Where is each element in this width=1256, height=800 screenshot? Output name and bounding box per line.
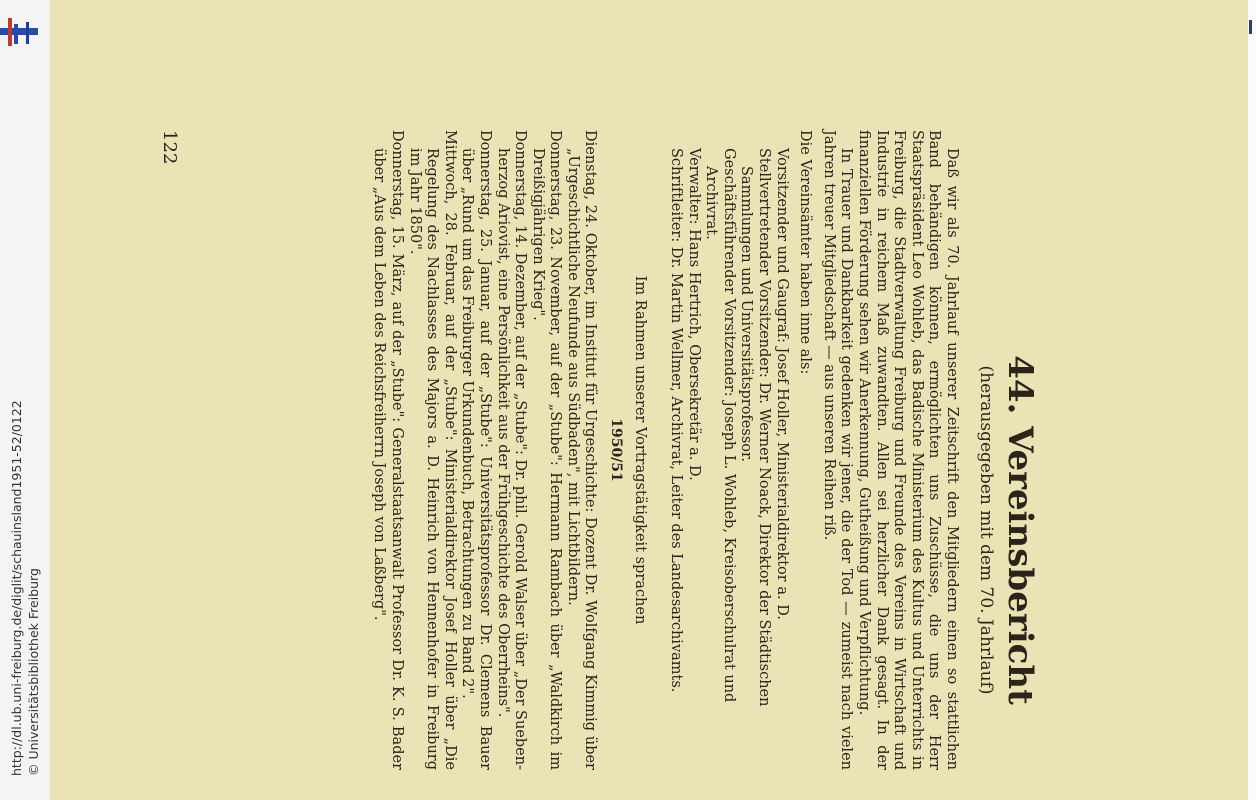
page-title: 44. Vereinsbericht bbox=[1000, 355, 1040, 705]
viewer-sidebar bbox=[0, 0, 50, 800]
officers-list bbox=[667, 130, 790, 770]
edge-marker bbox=[1249, 20, 1252, 34]
lecture-entry: Dienstag, 24. Oktober, im Institut für Urgeschichte: Dozent Dr. Wolfgang Kimmig über „Urgeschichtliche Neufunde aus Südbaden", mit Lichtbildern. bbox=[564, 130, 599, 770]
document-watermark bbox=[0, 0, 50, 800]
lectures-year: 1950/51 bbox=[608, 418, 625, 482]
officer-entry: Verwalter: Hans Hertrich, Obersekretär a. D. bbox=[685, 148, 702, 481]
lecture-entry: Donnerstag, 25. Januar, auf der „Stube": Universitätsprofessor Dr. Clemens Bauer über „Rund um das Freiburger Urkundenbuch, Betrachtungen zu Band 2". bbox=[459, 130, 493, 770]
officer-entry: Schriftleiter: Dr. Martin Wellmer, Archivrat, Leiter des Landesarchivamts. bbox=[668, 148, 685, 693]
paragraph: In Trauer und Dankbarkeit gedenken wir jener, die der Tod — zumeist nach vielen Jahren treuer Mitgliedschaft — aus unseren Reihen riß. bbox=[820, 130, 855, 770]
page-subtitle: (herausgegeben mit dem 70. Jahrlauf) bbox=[976, 365, 996, 695]
officers-intro: Die Vereinsämter haben inne als: bbox=[797, 130, 814, 375]
watermark-url[interactable]: http://dl.ub.uni-freiburg.de/diglit/schauinsland1951-52/0122 bbox=[9, 400, 24, 776]
lecture-entry: Mittwoch, 28. Februar, auf der „Stube": Ministerialdirektor Josef Holler über „Die Regelung des Nachlasses des Majors a. D. Heinrich von Hennenhofer in Freiburg im Jahr 1850". bbox=[406, 130, 458, 770]
officer-entry: Vorsitzender und Gaugraf: Josef Holler, Ministerialdirektor a. D. bbox=[773, 148, 790, 620]
paragraph: Daß wir als 70. Jahrlauf unserer Zeitschrift den Mitgliedern einen so stattlichen Band behändigen können, ermöglichten uns Zuschüsse, die uns der Herr Staatspräsident Leo Wohleb, das Badische Ministerium des Kultus und Unterrichts in Freiburg, die Stadtverwaltung Freiburg und Freunde des Vereins in Wirtschaft und Industrie in reichem Maß zuwandten. Allen sei herzlicher Dank gesagt. In der finanziellen Förderung sehen wir Anerkennung, Gutheißung und Verpflichtung. bbox=[856, 130, 960, 770]
lecture-entry: Donnerstag, 23. November, auf der „Stube": Hermann Rambach über „Waldkirch im Dreißigjährigen Krieg". bbox=[529, 130, 564, 770]
lecture-entry: Donnerstag, 14. Dezember, auf der „Stube": Dr. phil. Gerold Walser über „Der Sueben-herzog Ariovist, eine Persönlichkeit aus der Frühgeschichte des Oberrheins". bbox=[494, 130, 529, 770]
lectures-heading: Im Rahmen unserer Vortragstätigkeit sprachen bbox=[632, 275, 649, 625]
page-edge bbox=[1248, 0, 1256, 800]
watermark-copyright: © Universitätsbibliothek Freiburg bbox=[26, 568, 41, 776]
page-number: 122 bbox=[159, 130, 180, 165]
officer-entry: Geschäftsführender Vorsitzender: Joseph L. Wohleb, Kreisoberschulrat und Archivrat. bbox=[703, 148, 737, 703]
lecture-entry: Donnerstag, 15. März, auf der „Stube": Generalstaatsanwalt Professor Dr. K. S. Bader über „Aus dem Leben des Reichsfreiherrn Joseph von Laßberg". bbox=[371, 130, 405, 770]
officer-entry: Stellvertretender Vorsitzender: Dr. Werner Noack, Direktor der Städtischen Sammlungen und Universitätsprofessor. bbox=[738, 148, 773, 707]
rotated-page-content bbox=[160, 130, 1040, 770]
lectures-list bbox=[370, 130, 599, 770]
